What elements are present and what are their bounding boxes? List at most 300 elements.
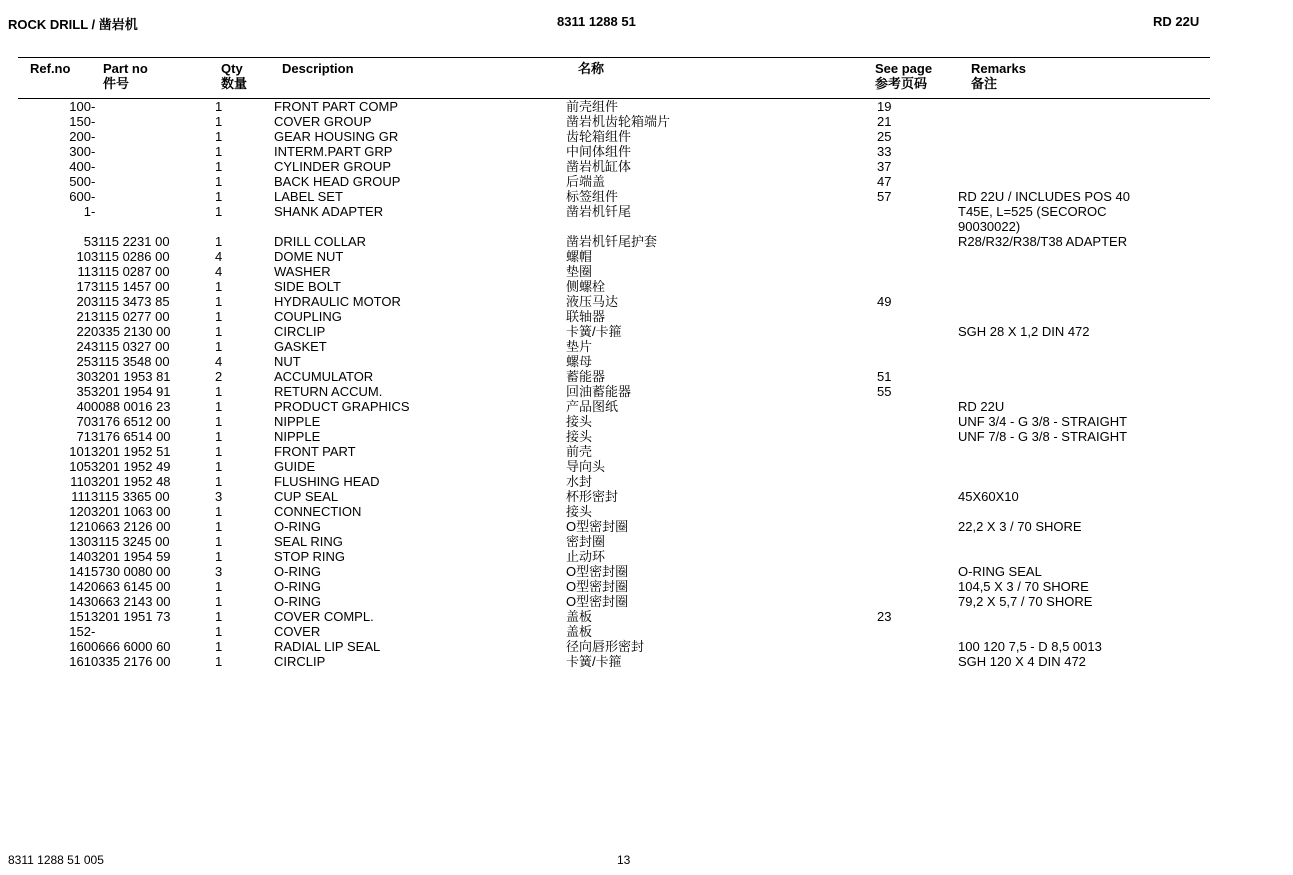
cell-qty: 1	[215, 234, 223, 249]
cell-rem: UNF 7/8 - G 3/8 - STRAIGHT	[958, 429, 1128, 444]
cell-desc: SIDE BOLT	[274, 279, 341, 294]
table-row	[0, 234, 1288, 249]
cell-qty: 1	[215, 429, 223, 444]
cell-qty: 1	[215, 99, 223, 114]
cell-page	[877, 324, 958, 339]
cell-desc: BACK HEAD GROUP	[274, 174, 401, 189]
cell-rem	[958, 549, 1288, 564]
cell-rem: R28/R32/R38/T38 ADAPTER	[958, 234, 1128, 249]
cell-qty: 3	[215, 564, 223, 579]
cell-qty: 1	[215, 159, 223, 174]
footer-page-number: 13	[617, 853, 631, 867]
cell-desc: PRODUCT GRAPHICS	[274, 399, 410, 414]
cell-desc: CONNECTION	[274, 504, 362, 519]
cell-page: 23	[877, 609, 892, 624]
cell-cn: 凿岩机钎尾	[566, 204, 632, 219]
header-top-rule	[18, 57, 1210, 58]
cell-part: -	[91, 159, 96, 174]
table-row	[0, 399, 1288, 414]
cell-ref: 143	[69, 594, 91, 609]
cell-part: 3115 3245 00	[91, 534, 170, 549]
cell-desc: O-RING	[274, 564, 321, 579]
cell-part: 3201 1954 59	[91, 549, 171, 564]
table-row	[0, 519, 1288, 534]
cell-ref: 121	[69, 519, 91, 534]
cell-ref: 11	[77, 264, 91, 279]
column-header-qty-label: Qty	[221, 61, 243, 76]
cell-page	[877, 564, 958, 579]
cell-part: 3201 1952 51	[91, 444, 171, 459]
cell-part: 5730 0080 00	[91, 564, 171, 579]
cell-desc	[274, 219, 566, 234]
cell-part: 0335 2176 00	[91, 654, 171, 669]
table-row	[0, 444, 1288, 459]
cell-qty: 1	[215, 384, 223, 399]
cell-qty: 1	[215, 174, 223, 189]
cell-desc: COVER COMPL.	[274, 609, 374, 624]
cell-page	[877, 504, 958, 519]
parts-table-body	[0, 99, 1288, 669]
table-row	[0, 189, 1288, 204]
cell-part: 3201 1953 81	[91, 369, 171, 384]
cell-page: 33	[877, 144, 892, 159]
cell-part: 0335 2130 00	[91, 324, 171, 339]
cell-cn: 接头	[566, 414, 593, 429]
cell-rem: RD 22U / INCLUDES POS 40	[958, 189, 1130, 204]
table-row	[0, 294, 1288, 309]
column-header-see-page-label: See page	[875, 61, 933, 76]
cell-page	[877, 234, 958, 249]
cell-page	[877, 339, 958, 354]
cell-ref: 120	[69, 504, 91, 519]
cell-desc: GUIDE	[274, 459, 316, 474]
cell-part: 3115 3473 85	[91, 294, 170, 309]
cell-part: -	[91, 174, 96, 189]
cell-desc: NUT	[274, 354, 301, 369]
cell-cn: 凿岩机齿轮箱端片	[566, 114, 671, 129]
cell-desc: O-RING	[274, 579, 321, 594]
cell-page	[877, 489, 958, 504]
cell-ref: 130	[69, 534, 91, 549]
cell-rem	[958, 624, 1288, 639]
cell-desc: GEAR HOUSING GR	[274, 129, 399, 144]
cell-rem	[958, 159, 1288, 174]
cell-rem	[958, 114, 1288, 129]
cell-ref: 25	[76, 354, 91, 369]
cell-page	[877, 654, 958, 669]
cell-qty: 1	[215, 324, 223, 339]
cell-cn: 侧螺栓	[566, 279, 606, 294]
cell-ref: 100	[69, 99, 91, 114]
cell-qty: 1	[215, 504, 223, 519]
cell-desc: NIPPLE	[274, 414, 321, 429]
cell-cn: 接头	[566, 429, 593, 444]
cell-desc: NIPPLE	[274, 429, 321, 444]
cell-rem	[958, 474, 1288, 489]
table-row	[0, 114, 1288, 129]
cell-desc: FRONT PART COMP	[274, 99, 398, 114]
cell-qty: 1	[215, 204, 223, 219]
cell-ref: 30	[76, 369, 91, 384]
cell-cn: 螺帽	[566, 249, 593, 264]
cell-ref: 5	[83, 234, 91, 249]
cell-part: 0666 6000 60	[91, 639, 171, 654]
cell-qty: 1	[215, 624, 223, 639]
column-header-name-cn-label: 名称	[578, 61, 605, 76]
cell-ref	[0, 219, 91, 234]
cell-ref: 71	[76, 429, 91, 444]
cell-qty: 4	[215, 249, 223, 264]
cell-part: -	[91, 99, 96, 114]
cell-part: -	[91, 114, 96, 129]
cell-part: 3115 0327 00	[91, 339, 170, 354]
table-row	[0, 384, 1288, 399]
cell-rem	[958, 294, 1288, 309]
cell-rem	[958, 129, 1288, 144]
column-header-remarks	[971, 61, 1026, 91]
cell-cn: O型密封圈	[566, 579, 629, 594]
column-header-see-page-cn: 参考页码	[875, 76, 928, 91]
cell-qty: 1	[215, 519, 223, 534]
cell-page	[877, 474, 958, 489]
cell-page	[877, 579, 958, 594]
table-row	[0, 549, 1288, 564]
cell-qty: 2	[215, 369, 223, 384]
cell-page	[877, 309, 958, 324]
cell-part: 0663 2126 00	[91, 519, 171, 534]
table-row	[0, 159, 1288, 174]
cell-qty: 1	[215, 129, 223, 144]
cell-rem: 22,2 X 3 / 70 SHORE	[958, 519, 1082, 534]
column-header-part-no	[103, 61, 148, 91]
cell-rem: O-RING SEAL	[958, 564, 1042, 579]
column-header-ref-no-label: Ref.no	[30, 61, 71, 76]
cell-cn: 联轴器	[566, 309, 606, 324]
cell-page: 25	[877, 129, 892, 144]
cell-qty: 1	[215, 474, 223, 489]
cell-part: 3115 3365 00	[91, 489, 170, 504]
table-row	[0, 354, 1288, 369]
cell-page	[877, 279, 958, 294]
cell-page	[877, 534, 958, 549]
table-row	[0, 624, 1288, 639]
cell-qty: 1	[215, 144, 223, 159]
cell-qty: 1	[215, 654, 223, 669]
cell-ref: 152	[69, 624, 91, 639]
cell-ref: 111	[71, 489, 91, 504]
cell-qty: 1	[215, 294, 223, 309]
column-header-part-no-cn: 件号	[103, 76, 130, 91]
table-row	[0, 654, 1288, 669]
cell-rem: 104,5 X 3 / 70 SHORE	[958, 579, 1089, 594]
cell-rem	[958, 609, 1288, 624]
cell-qty: 1	[215, 579, 223, 594]
cell-page: 21	[877, 114, 892, 129]
cell-page: 51	[877, 369, 892, 384]
cell-page	[877, 639, 958, 654]
cell-desc: GASKET	[274, 339, 327, 354]
column-header-qty-cn: 数量	[221, 76, 248, 91]
cell-rem: T45E, L=525 (SECOROC	[958, 204, 1107, 219]
cell-cn: 标签组件	[566, 189, 619, 204]
cell-part: 3201 1063 00	[91, 504, 171, 519]
cell-cn: 蓄能器	[566, 369, 606, 384]
cell-part: 3201 1954 91	[91, 384, 171, 399]
cell-cn: 回油蓄能器	[566, 384, 632, 399]
cell-qty: 1	[215, 189, 223, 204]
cell-ref: 21	[76, 309, 91, 324]
cell-desc: COUPLING	[274, 309, 342, 324]
cell-qty: 1	[215, 594, 223, 609]
cell-qty: 4	[215, 264, 223, 279]
cell-page	[877, 459, 958, 474]
cell-rem: 90030022)	[958, 219, 1021, 234]
cell-cn: 杯形密封	[566, 489, 619, 504]
cell-ref: 101	[69, 444, 91, 459]
cell-cn: 螺母	[566, 354, 593, 369]
cell-desc: WASHER	[274, 264, 331, 279]
table-row	[0, 204, 1288, 219]
cell-desc: COVER	[274, 624, 321, 639]
cell-cn: 导向头	[566, 459, 606, 474]
cell-ref: 141	[69, 564, 91, 579]
table-row	[0, 489, 1288, 504]
cell-rem	[958, 369, 1288, 384]
cell-page	[877, 444, 958, 459]
cell-qty: 1	[215, 639, 223, 654]
cell-rem: 100 120 7,5 - D 8,5 0013	[958, 639, 1102, 654]
cell-desc: LABEL SET	[274, 189, 343, 204]
cell-cn	[566, 219, 877, 234]
cell-ref: 70	[76, 414, 91, 429]
cell-ref: 600	[69, 189, 91, 204]
cell-part: 3115 0286 00	[91, 249, 170, 264]
table-row	[0, 429, 1288, 444]
cell-desc: INTERM.PART GRP	[274, 144, 393, 159]
cell-rem: UNF 3/4 - G 3/8 - STRAIGHT	[958, 414, 1128, 429]
cell-rem	[958, 384, 1288, 399]
cell-ref: 150	[69, 114, 91, 129]
cell-ref: 1	[83, 204, 91, 219]
cell-cn: 接头	[566, 504, 593, 519]
column-header-qty	[221, 61, 247, 91]
cell-desc: O-RING	[274, 519, 321, 534]
table-row	[0, 129, 1288, 144]
cell-part: 3201 1951 73	[91, 609, 171, 624]
cell-cn: 卡簧/卡箍	[566, 324, 622, 339]
table-row	[0, 534, 1288, 549]
cell-part	[91, 219, 215, 234]
cell-page: 49	[877, 294, 892, 309]
cell-page	[877, 399, 958, 414]
cell-cn: 卡簧/卡箍	[566, 654, 622, 669]
table-row	[0, 144, 1288, 159]
cell-rem	[958, 99, 1288, 114]
cell-ref: 140	[69, 549, 91, 564]
cell-cn: 盖板	[566, 624, 593, 639]
cell-part: 3115 0277 00	[91, 309, 170, 324]
cell-page	[877, 624, 958, 639]
cell-page: 19	[877, 99, 892, 114]
cell-ref: 142	[69, 579, 91, 594]
cell-rem	[958, 309, 1288, 324]
cell-cn: O型密封圈	[566, 519, 629, 534]
cell-qty: 1	[215, 444, 223, 459]
table-row	[0, 504, 1288, 519]
cell-part: -	[91, 189, 96, 204]
cell-cn: 液压马达	[566, 294, 619, 309]
document-number: 8311 1288 51	[557, 14, 636, 29]
cell-cn: 凿岩机缸体	[566, 159, 632, 174]
cell-cn: O型密封圈	[566, 594, 629, 609]
cell-part: -	[91, 144, 96, 159]
cell-qty: 3	[215, 489, 223, 504]
cell-cn: 凿岩机钎尾护套	[566, 234, 658, 249]
cell-qty: 1	[215, 279, 223, 294]
table-row	[0, 414, 1288, 429]
table-row	[0, 564, 1288, 579]
table-row	[0, 324, 1288, 339]
cell-ref: 20	[76, 294, 91, 309]
cell-rem	[958, 354, 1288, 369]
cell-part: 3115 1457 00	[91, 279, 170, 294]
cell-rem	[958, 534, 1288, 549]
table-row	[0, 99, 1288, 114]
cell-rem: RD 22U	[958, 399, 1005, 414]
cell-page	[877, 519, 958, 534]
cell-page	[877, 429, 958, 444]
cell-part: 3176 6514 00	[91, 429, 171, 444]
cell-ref: 40	[76, 399, 91, 414]
cell-cn: 盖板	[566, 609, 593, 624]
cell-cn: 前壳组件	[566, 99, 619, 114]
cell-part: 3115 0287 00	[91, 264, 170, 279]
cell-rem	[958, 279, 1288, 294]
cell-part: 3115 2231 00	[91, 234, 170, 249]
document-title: ROCK DRILL / 凿岩机	[8, 17, 138, 32]
cell-page	[877, 549, 958, 564]
cell-page	[877, 354, 958, 369]
cell-part: -	[91, 624, 96, 639]
cell-rem	[958, 174, 1288, 189]
cell-cn: 中间体组件	[566, 144, 632, 159]
column-header-part-no-label: Part no	[103, 61, 148, 76]
cell-cn: 径向唇形密封	[566, 639, 645, 654]
table-row	[0, 249, 1288, 264]
cell-page	[877, 594, 958, 609]
cell-desc: CIRCLIP	[274, 654, 326, 669]
table-row	[0, 639, 1288, 654]
model-name: RD 22U	[1153, 14, 1200, 29]
cell-ref: 22	[76, 324, 91, 339]
cell-desc: ACCUMULATOR	[274, 369, 374, 384]
column-header-description	[282, 61, 354, 76]
table-row	[0, 609, 1288, 624]
cell-rem	[958, 504, 1288, 519]
cell-desc: RETURN ACCUM.	[274, 384, 383, 399]
column-header-remarks-label: Remarks	[971, 61, 1026, 76]
column-header-remarks-cn: 备注	[971, 76, 998, 91]
cell-cn: 产品图纸	[566, 399, 619, 414]
table-row	[0, 219, 1288, 234]
cell-cn: 前壳	[566, 444, 593, 459]
cell-ref: 300	[69, 144, 91, 159]
cell-desc: FRONT PART	[274, 444, 356, 459]
table-row	[0, 279, 1288, 294]
cell-cn: 密封圈	[566, 534, 606, 549]
cell-page	[877, 414, 958, 429]
cell-page: 55	[877, 384, 892, 399]
cell-qty: 1	[215, 114, 223, 129]
cell-ref: 200	[69, 129, 91, 144]
cell-desc: DOME NUT	[274, 249, 344, 264]
table-row	[0, 339, 1288, 354]
cell-page: 57	[877, 189, 892, 204]
cell-qty: 1	[215, 399, 223, 414]
column-header-description-label: Description	[282, 61, 354, 76]
cell-ref: 110	[70, 474, 91, 489]
cell-cn: 后端盖	[566, 174, 606, 189]
cell-qty: 1	[215, 414, 223, 429]
cell-part: 3115 3548 00	[91, 354, 170, 369]
footer-doc-code: 8311 1288 51 005	[8, 853, 104, 867]
cell-desc: SEAL RING	[274, 534, 343, 549]
cell-rem: SGH 120 X 4 DIN 472	[958, 654, 1086, 669]
cell-desc: SHANK ADAPTER	[274, 204, 384, 219]
cell-page	[877, 219, 958, 234]
cell-ref: 105	[69, 459, 91, 474]
cell-desc: STOP RING	[274, 549, 346, 564]
cell-part: -	[91, 204, 96, 219]
cell-page	[877, 264, 958, 279]
cell-qty: 1	[215, 549, 223, 564]
table-row	[0, 474, 1288, 489]
cell-part: 0663 6145 00	[91, 579, 171, 594]
table-row	[0, 264, 1288, 279]
cell-qty: 1	[215, 459, 223, 474]
cell-desc: DRILL COLLAR	[274, 234, 366, 249]
cell-rem	[958, 444, 1288, 459]
cell-qty: 1	[215, 609, 223, 624]
cell-ref: 17	[76, 279, 91, 294]
cell-cn: O型密封圈	[566, 564, 629, 579]
cell-rem: 79,2 X 5,7 / 70 SHORE	[958, 594, 1093, 609]
cell-desc: CYLINDER GROUP	[274, 159, 392, 174]
cell-cn: 垫圈	[566, 264, 593, 279]
cell-cn: 齿轮箱组件	[566, 129, 632, 144]
cell-qty: 4	[215, 354, 223, 369]
cell-part: 3201 1952 48	[91, 474, 171, 489]
cell-rem	[958, 459, 1288, 474]
cell-cn: 止动环	[566, 549, 606, 564]
cell-ref: 160	[69, 639, 91, 654]
cell-ref: 161	[69, 654, 91, 669]
cell-ref: 24	[76, 339, 91, 354]
cell-page	[877, 204, 958, 219]
cell-ref: 10	[76, 249, 91, 264]
table-row	[0, 369, 1288, 384]
cell-desc: CUP SEAL	[274, 489, 339, 504]
cell-ref: 400	[69, 159, 91, 174]
table-row	[0, 459, 1288, 474]
cell-rem	[958, 339, 1288, 354]
cell-qty: 1	[215, 309, 223, 324]
cell-rem: SGH 28 X 1,2 DIN 472	[958, 324, 1090, 339]
cell-qty: 1	[215, 534, 223, 549]
table-row	[0, 594, 1288, 609]
cell-page: 37	[877, 159, 892, 174]
cell-page	[877, 249, 958, 264]
